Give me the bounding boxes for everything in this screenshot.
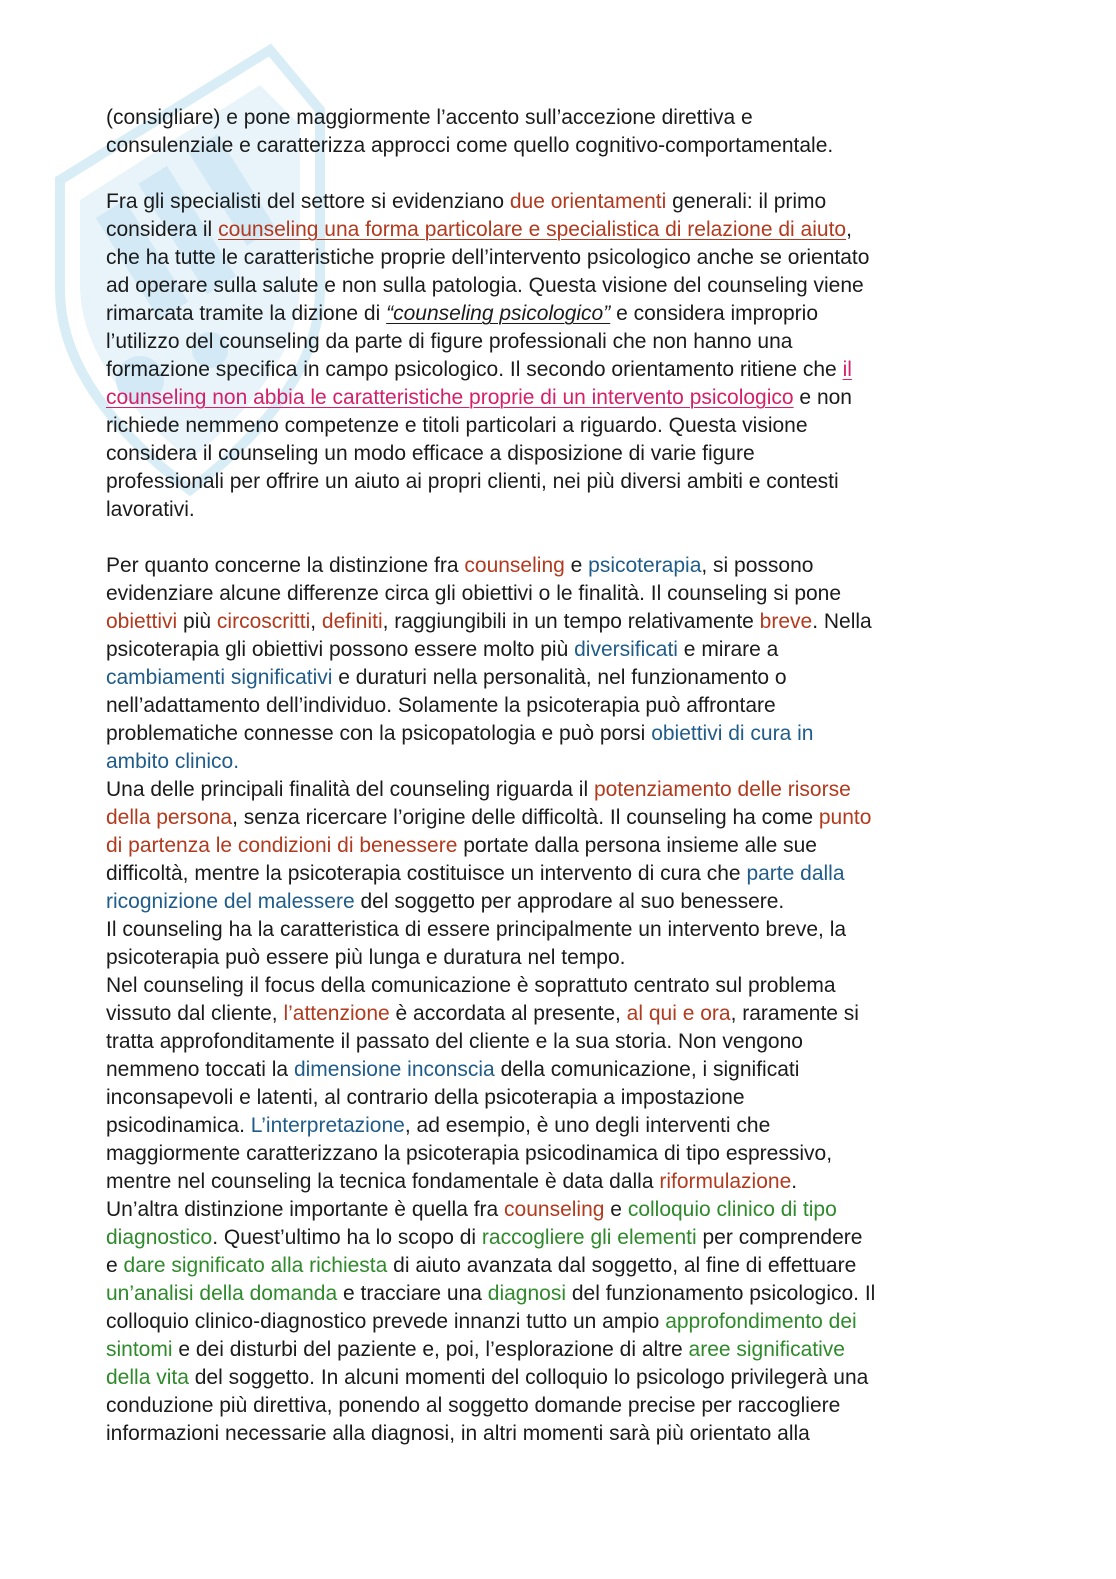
highlighted-text: della persona — [106, 806, 233, 829]
text-line — [106, 552, 1016, 580]
text-line — [106, 356, 1016, 384]
paragraph — [106, 104, 1016, 160]
text-line — [106, 496, 1016, 524]
highlighted-text: l’attenzione — [283, 1002, 390, 1025]
document-body — [106, 104, 1016, 1448]
text-segment: vissuto dal cliente, — [106, 1002, 284, 1025]
text-line — [106, 1084, 1016, 1112]
text-line — [106, 1364, 1016, 1392]
text-segment: del soggetto per approdare al suo benessere. — [354, 890, 785, 913]
highlighted-text: “counseling psicologico” — [386, 302, 611, 325]
text-line — [106, 1224, 1016, 1252]
highlighted-text: due orientamenti — [509, 190, 667, 213]
text-line — [106, 580, 1016, 608]
highlighted-text: potenziamento delle risorse — [593, 778, 851, 801]
text-line — [106, 1140, 1016, 1168]
text-segment: , — [310, 610, 322, 633]
text-line — [106, 720, 1016, 748]
text-segment: psicodinamica. — [106, 1114, 251, 1137]
text-line — [106, 1252, 1016, 1280]
highlighted-text: al qui e ora — [626, 1002, 731, 1025]
text-line — [106, 1280, 1016, 1308]
paragraph — [106, 552, 1016, 1448]
text-line — [106, 1028, 1016, 1056]
highlighted-text: colloquio clinico di tipo — [627, 1198, 837, 1221]
text-segment: . Nella — [812, 610, 872, 633]
text-segment: . Quest’ultimo ha lo scopo di — [212, 1226, 482, 1249]
highlighted-text: approfondimento dei — [665, 1310, 857, 1333]
text-segment: nell’adattamento dell’individuo. Solamente la psicoterapia può affrontare — [106, 694, 776, 717]
text-segment: della comunicazione, i significati — [494, 1058, 800, 1081]
text-segment: considera il counseling un modo efficace a disposizione di varie figure — [106, 442, 755, 465]
text-segment: e — [564, 554, 589, 577]
text-segment: considera il — [106, 218, 219, 241]
text-segment: Il counseling ha la caratteristica di essere principalmente un intervento breve, la — [106, 918, 847, 941]
text-line — [106, 832, 1016, 860]
highlighted-text: definiti — [321, 610, 383, 633]
text-segment: del funzionamento psicologico. Il — [566, 1282, 876, 1305]
text-line — [106, 860, 1016, 888]
highlighted-text: dimensione inconscia — [293, 1058, 495, 1081]
highlighted-text: psicoterapia — [588, 554, 702, 577]
text-line — [106, 1000, 1016, 1028]
text-segment: che ha tutte le caratteristiche proprie dell’intervento psicologico anche se orientato — [106, 246, 870, 269]
highlighted-text: raccogliere gli elementi — [481, 1226, 697, 1249]
text-line — [106, 888, 1016, 916]
text-segment: e non — [793, 386, 852, 409]
text-segment: Una delle principali finalità del counseling riguarda il — [106, 778, 594, 801]
text-line — [106, 636, 1016, 664]
highlighted-text: della vita — [106, 1366, 189, 1389]
text-segment: maggiormente caratterizzano la psicoterapia psicodinamica di tipo espressivo, — [106, 1142, 833, 1165]
highlighted-text: di partenza le condizioni di benessere — [106, 834, 458, 857]
text-line — [106, 1112, 1016, 1140]
text-segment: del soggetto. In alcuni momenti del colloquio lo psicologo privilegerà una — [188, 1366, 869, 1389]
highlighted-text: diagnostico — [106, 1226, 213, 1249]
text-segment: psicoterapia gli obiettivi possono essere molto più — [106, 638, 575, 661]
text-segment: richiede nemmeno competenze e titoli particolari a riguardo. Questa visione — [106, 414, 808, 437]
highlighted-text: il — [842, 358, 852, 381]
text-segment: Nel counseling il focus della comunicazione è soprattuto centrato sul problema — [106, 974, 836, 997]
text-line — [106, 1168, 1016, 1196]
text-segment: consulenziale e caratterizza approcci come quello cognitivo-comportamentale. — [106, 134, 834, 157]
text-line — [106, 1420, 1016, 1448]
text-segment: informazioni necessarie alla diagnosi, in altri momenti sarà più orientato alla — [106, 1422, 810, 1445]
text-segment: è accordata al presente, — [389, 1002, 627, 1025]
text-line — [106, 412, 1016, 440]
text-line — [106, 916, 1016, 944]
text-line — [106, 188, 1016, 216]
text-line — [106, 1392, 1016, 1420]
text-segment: e — [106, 1254, 124, 1277]
text-segment: , raggiungibili in un tempo relativamente — [382, 610, 760, 633]
highlighted-text: counseling — [464, 554, 565, 577]
text-segment: psicoterapia può essere più lunga e duratura nel tempo. — [106, 946, 626, 969]
text-segment: evidenziare alcune differenze circa gli obiettivi o le finalità. Il counseling si pone — [106, 582, 842, 605]
text-line — [106, 1056, 1016, 1084]
text-line — [106, 664, 1016, 692]
text-segment: inconsapevoli e latenti, al contrario della psicoterapia a impostazione — [106, 1086, 745, 1109]
text-line — [106, 776, 1016, 804]
text-segment: lavorativi. — [106, 498, 195, 521]
text-segment: di aiuto avanzata dal soggetto, al fine di effettuare — [387, 1254, 857, 1277]
highlighted-text: ambito clinico. — [106, 750, 240, 773]
text-segment: per comprendere — [696, 1226, 863, 1249]
text-line — [106, 804, 1016, 832]
highlighted-text: ricognizione del malessere — [106, 890, 355, 913]
text-segment: e mirare a — [677, 638, 779, 661]
text-segment: più — [177, 610, 217, 633]
text-line — [106, 944, 1016, 972]
highlighted-text: punto — [818, 806, 872, 829]
text-segment: , si possono — [701, 554, 814, 577]
highlighted-text: diagnosi — [487, 1282, 566, 1305]
text-segment: colloquio clinico-diagnostico prevede innanzi tutto un ampio — [106, 1310, 666, 1333]
highlighted-text: sintomi — [106, 1338, 173, 1361]
text-segment: e duraturi nella personalità, nel funzionamento o — [332, 666, 787, 689]
text-line — [106, 384, 1016, 412]
text-segment: e considera improprio — [610, 302, 818, 325]
text-segment: difficoltà, mentre la psicoterapia costituisce un intervento di cura che — [106, 862, 747, 885]
paragraph — [106, 188, 1016, 524]
highlighted-text: riformulazione — [659, 1170, 792, 1193]
text-line — [106, 972, 1016, 1000]
text-segment: Un’altra distinzione importante è quella fra — [106, 1198, 505, 1221]
text-segment: , senza ricercare l’origine delle difficoltà. Il counseling ha come — [232, 806, 819, 829]
text-segment: e dei disturbi del paziente e, poi, l’esplorazione di altre — [172, 1338, 689, 1361]
text-segment: rimarcata tramite la dizione di — [106, 302, 387, 325]
text-line — [106, 132, 1016, 160]
text-line — [106, 216, 1016, 244]
text-line — [106, 1308, 1016, 1336]
highlighted-text: breve — [759, 610, 813, 633]
text-line — [106, 328, 1016, 356]
text-segment: mentre nel counseling la tecnica fondamentale è data dalla — [106, 1170, 660, 1193]
highlighted-text: obiettivi — [106, 610, 178, 633]
text-line — [106, 468, 1016, 496]
highlighted-text: dare significato alla richiesta — [123, 1254, 388, 1277]
text-segment: e — [604, 1198, 628, 1221]
highlighted-text: counseling — [504, 1198, 605, 1221]
highlighted-text: obiettivi di cura in — [651, 722, 814, 745]
text-segment: Fra gli specialisti del settore si evidenziano — [106, 190, 510, 213]
text-segment: generali: il primo — [666, 190, 827, 213]
text-line — [106, 748, 1016, 776]
text-segment: , — [846, 218, 852, 241]
text-line — [106, 692, 1016, 720]
text-line — [106, 608, 1016, 636]
text-segment: nemmeno toccati la — [106, 1058, 294, 1081]
text-segment: Per quanto concerne la distinzione fra — [106, 554, 465, 577]
highlighted-text: circoscritti — [216, 610, 311, 633]
text-line — [106, 104, 1016, 132]
highlighted-text: L’interpretazione — [250, 1114, 405, 1137]
text-segment: l’utilizzo del counseling da parte di figure professionali che non hanno una — [106, 330, 793, 353]
text-line — [106, 300, 1016, 328]
highlighted-text: parte dalla — [746, 862, 845, 885]
highlighted-text: diversificati — [574, 638, 678, 661]
highlighted-text: aree significative — [688, 1338, 845, 1361]
text-line — [106, 440, 1016, 468]
text-segment: ad operare sulla salute e non sulla patologia. Questa visione del counseling viene — [106, 274, 864, 297]
text-segment: problematiche connesse con la psicopatologia e può porsi — [106, 722, 652, 745]
text-segment: . — [791, 1170, 798, 1193]
text-segment: conduzione più direttiva, ponendo al soggetto domande precise per raccogliere — [106, 1394, 841, 1417]
text-segment: , raramente si — [730, 1002, 859, 1025]
text-segment: formazione specifica in campo psicologico. Il secondo orientamento ritiene che — [106, 358, 843, 381]
highlighted-text: counseling una forma particolare e specialistica di relazione di aiuto — [218, 218, 847, 241]
highlighted-text: un’analisi della domanda — [106, 1282, 338, 1305]
text-segment: portate dalla persona insieme alle sue — [457, 834, 817, 857]
text-segment: professionali per offrire un aiuto ai propri clienti, nei più diversi ambiti e contesti — [106, 470, 839, 493]
text-line — [106, 244, 1016, 272]
text-line — [106, 1336, 1016, 1364]
text-line — [106, 1196, 1016, 1224]
text-segment: (consigliare) e pone maggiormente l’accento sull’accezione direttiva e — [106, 106, 753, 129]
text-segment: tratta approfonditamente il passato del cliente e la sua storia. Non vengono — [106, 1030, 803, 1053]
highlighted-text: counseling non abbia le caratteristiche proprie di un intervento psicologico — [106, 386, 794, 409]
text-line — [106, 272, 1016, 300]
text-segment: , ad esempio, è uno degli interventi che — [404, 1114, 771, 1137]
text-segment: e tracciare una — [337, 1282, 488, 1305]
highlighted-text: cambiamenti significativi — [106, 666, 333, 689]
